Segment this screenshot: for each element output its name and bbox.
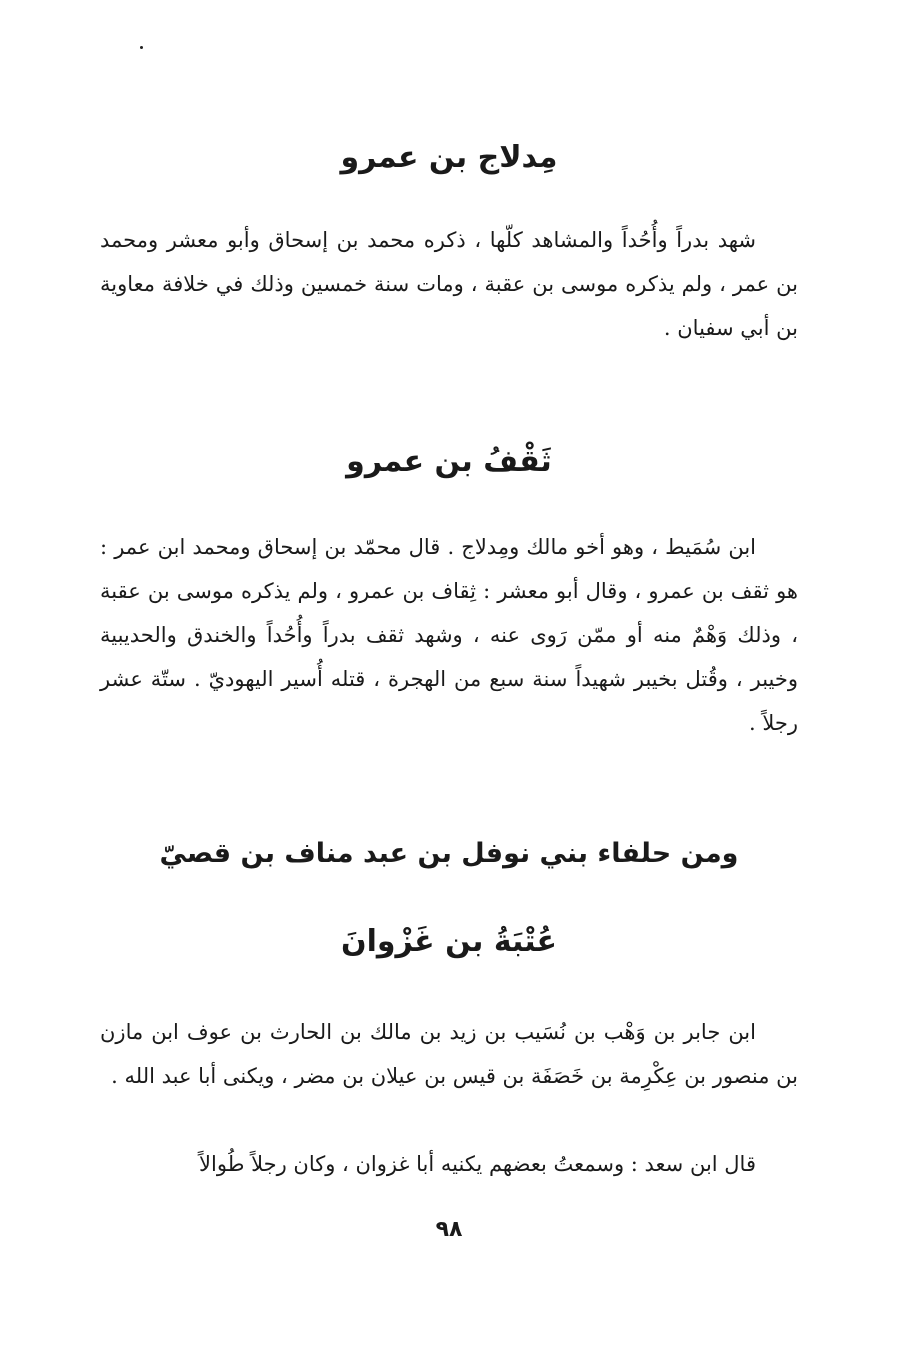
entry-paragraph-utba-kunya: قال ابن سعد : وسمعتُ بعضهم يكنيه أبا غزوان ، وكان رجلاً طُوالاً — [199, 1152, 756, 1176]
entry-paragraph-thaqf: ابن سُمَيط ، وهو أخو مالك ومِدلاج . قال محمّد بن إسحاق ومحمد ابن عمر : هو ثقف بن عمرو ، وقال أبو معشر : ثِقاف بن عمرو ، ولم يذكره موسى بن عقبة ، وذلك وَهْمٌ منه أو ممّن رَوى عنه ، وشهد ثقف بدراً وأُحُداً والخندق والحديبية وخيبر ، وقُتل بخيبر شهيداً سنة سبع من الهجرة ، قتله أُسير اليهوديّ . ستّة عشر رجلاً . — [100, 535, 798, 735]
entry-title-thaqf: ثَقْفُ بن عمرو — [346, 444, 552, 479]
page-number: ٩٨ — [435, 1217, 463, 1242]
section-heading-nawfal-allies: ومن حلفاء بني نوفل بن عبد مناف بن قصيّ — [159, 838, 739, 869]
entry-title-midlaj: مِدلاج بن عمرو — [340, 140, 558, 175]
entry-paragraph-midlaj: شهد بدراً وأُحُداً والمشاهد كلّها ، ذكره محمد بن إسحاق وأبو معشر ومحمد بن عمر ، ولم يذكره موسى بن عقبة ، ومات سنة خمسين وذلك في خلافة معاوية بن أبي سفيان . — [100, 228, 798, 340]
entry-title-utba: عُتْبَةُ بن غَزْوانَ — [340, 924, 558, 959]
ink-speck — [140, 46, 143, 49]
entry-paragraph-utba-lineage: ابن جابر بن وَهْب بن نُسَيب بن زيد بن مالك بن الحارث بن عوف ابن مازن بن منصور بن عِكْرِمة بن خَصَفَة بن قيس بن عيلان بن مضر ، ويكنى أبا عبد الله . — [100, 1020, 798, 1088]
